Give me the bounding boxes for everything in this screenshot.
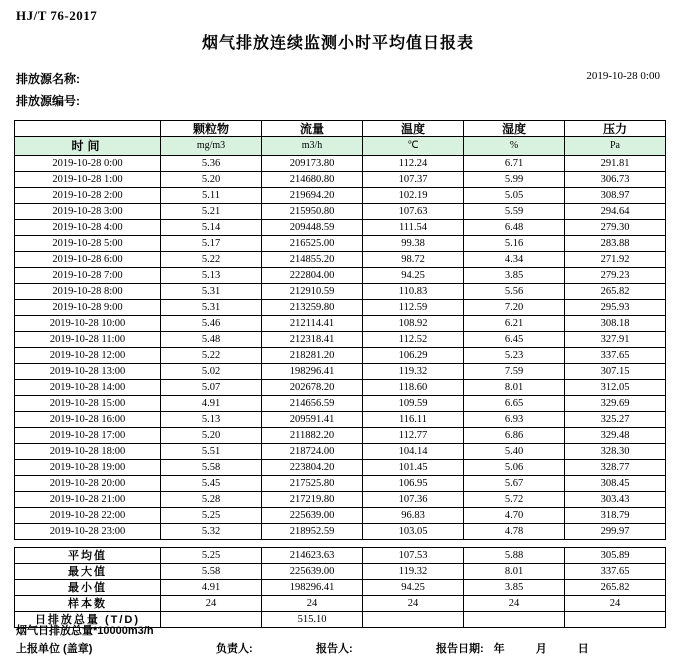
cell-pressure: 295.93 [565,300,666,316]
cell-pressure: 307.15 [565,364,666,380]
cell-time: 2019-10-28 6:00 [15,252,161,268]
cell-humidity: 5.06 [464,460,565,476]
cell-particulate: 5.13 [161,412,262,428]
cell-particulate: 5.31 [161,284,262,300]
table-row [15,316,666,332]
cell-temperature: 108.92 [363,316,464,332]
cell-pressure: 279.23 [565,268,666,284]
cell-pressure: 329.69 [565,396,666,412]
cell-humidity: 8.01 [464,380,565,396]
table-row [15,204,666,220]
report-datetime: 2019-10-28 0:00 [586,70,660,82]
cell-flow: 218952.59 [262,524,363,540]
stat-row-max [15,564,666,580]
stat-temperature: 119.32 [363,564,464,580]
cell-temperature: 107.63 [363,204,464,220]
cell-time: 2019-10-28 16:00 [15,412,161,428]
cell-temperature: 119.32 [363,364,464,380]
table-row [15,252,666,268]
stat-flow: 24 [262,596,363,612]
cell-time: 2019-10-28 0:00 [15,156,161,172]
stat-row-average [15,548,666,564]
cell-pressure: 279.30 [565,220,666,236]
stat-flow: 198296.41 [262,580,363,596]
header-cell-particulate: 颗粒物 [161,121,262,137]
unit-cell-flow: m3/h [262,137,363,156]
stat-pressure: 305.89 [565,548,666,564]
cell-flow: 214855.20 [262,252,363,268]
cell-pressure: 283.88 [565,236,666,252]
cell-time: 2019-10-28 3:00 [15,204,161,220]
stat-label-max: 最大值 [15,564,161,580]
cell-particulate: 5.32 [161,524,262,540]
footer-seal-label: 上报单位 (盖章) [16,643,93,655]
header-cell-time [15,121,161,137]
cell-flow: 214656.59 [262,396,363,412]
cell-temperature: 94.25 [363,268,464,284]
cell-particulate: 5.31 [161,300,262,316]
cell-pressure: 327.91 [565,332,666,348]
cell-flow: 217525.80 [262,476,363,492]
cell-humidity: 5.23 [464,348,565,364]
table-row [15,492,666,508]
cell-flow: 212910.59 [262,284,363,300]
table-row [15,460,666,476]
cell-flow: 215950.80 [262,204,363,220]
stat-flow: 225639.00 [262,564,363,580]
cell-time: 2019-10-28 14:00 [15,380,161,396]
stat-particulate: 24 [161,596,262,612]
unit-cell-temperature: ℃ [363,137,464,156]
cell-humidity: 5.40 [464,444,565,460]
hourly-average-table [14,120,666,628]
cell-particulate: 5.21 [161,204,262,220]
cell-humidity: 6.86 [464,428,565,444]
stat-humidity: 5.88 [464,548,565,564]
table-row [15,428,666,444]
table-row [15,332,666,348]
spacer-cell [15,540,161,548]
cell-flow: 198296.41 [262,364,363,380]
cell-flow: 218724.00 [262,444,363,460]
cell-humidity: 7.59 [464,364,565,380]
cell-particulate: 5.58 [161,460,262,476]
unit-cell-humidity: % [464,137,565,156]
cell-particulate: 5.48 [161,332,262,348]
cell-particulate: 5.13 [161,268,262,284]
cell-humidity: 5.72 [464,492,565,508]
table-row [15,396,666,412]
footer-responsible-label: 负责人: [216,643,253,655]
cell-particulate: 5.45 [161,476,262,492]
cell-temperature: 106.95 [363,476,464,492]
cell-temperature: 104.14 [363,444,464,460]
cell-time: 2019-10-28 11:00 [15,332,161,348]
cell-particulate: 5.14 [161,220,262,236]
stat-label-min: 最小值 [15,580,161,596]
cell-humidity: 6.71 [464,156,565,172]
unit-cell-particulate: mg/m3 [161,137,262,156]
cell-pressure: 271.92 [565,252,666,268]
cell-time: 2019-10-28 9:00 [15,300,161,316]
stat-humidity: 3.85 [464,580,565,596]
cell-flow: 216525.00 [262,236,363,252]
cell-flow: 217219.80 [262,492,363,508]
table-row [15,412,666,428]
unit-cell-time: 时间 [15,137,161,156]
stat-flow: 214623.63 [262,548,363,564]
cell-pressure: 328.77 [565,460,666,476]
spacer-cell [565,540,666,548]
cell-temperature: 106.29 [363,348,464,364]
cell-pressure: 312.05 [565,380,666,396]
cell-flow: 209173.80 [262,156,363,172]
cell-time: 2019-10-28 2:00 [15,188,161,204]
cell-flow: 209448.59 [262,220,363,236]
cell-flow: 212318.41 [262,332,363,348]
table-row [15,380,666,396]
cell-time: 2019-10-28 19:00 [15,460,161,476]
cell-humidity: 4.70 [464,508,565,524]
total-blank-pressure [565,612,666,628]
stat-label-average: 平均值 [15,548,161,564]
cell-particulate: 5.22 [161,348,262,364]
spacer-cell [262,540,363,548]
page-title: 烟气排放连续监测小时平均值日报表 [201,35,474,52]
cell-particulate: 4.91 [161,396,262,412]
cell-pressure: 308.18 [565,316,666,332]
total-blank-humidity [464,612,565,628]
stat-temperature: 107.53 [363,548,464,564]
cell-time: 2019-10-28 23:00 [15,524,161,540]
cell-pressure: 306.73 [565,172,666,188]
cell-flow: 223804.20 [262,460,363,476]
table-row [15,444,666,460]
cell-temperature: 109.59 [363,396,464,412]
cell-particulate: 5.51 [161,444,262,460]
cell-humidity: 6.93 [464,412,565,428]
stat-pressure: 337.65 [565,564,666,580]
header-cell-flow: 流量 [262,121,363,137]
cell-humidity: 5.05 [464,188,565,204]
source-code-label: 排放源编号: [16,94,80,108]
cell-temperature: 103.05 [363,524,464,540]
cell-temperature: 107.36 [363,492,464,508]
cell-time: 2019-10-28 18:00 [15,444,161,460]
stat-particulate: 5.25 [161,548,262,564]
cell-humidity: 7.20 [464,300,565,316]
cell-flow: 219694.20 [262,188,363,204]
table-row [15,188,666,204]
cell-pressure: 318.79 [565,508,666,524]
cell-temperature: 110.83 [363,284,464,300]
table-row [15,300,666,316]
cell-pressure: 291.81 [565,156,666,172]
cell-flow: 202678.20 [262,380,363,396]
spacer-cell [161,540,262,548]
cell-humidity: 4.78 [464,524,565,540]
table-row [15,284,666,300]
stat-row-min [15,580,666,596]
spacer-cell [363,540,464,548]
cell-time: 2019-10-28 8:00 [15,284,161,300]
source-meta [16,68,80,112]
cell-temperature: 102.19 [363,188,464,204]
cell-particulate: 5.25 [161,508,262,524]
cell-pressure: 308.97 [565,188,666,204]
cell-temperature: 112.52 [363,332,464,348]
cell-flow: 222804.00 [262,268,363,284]
stat-pressure: 24 [565,596,666,612]
total-value: 515.10 [262,612,363,628]
cell-humidity: 5.59 [464,204,565,220]
table-unit-row [15,137,666,156]
cell-time: 2019-10-28 4:00 [15,220,161,236]
table-row [15,172,666,188]
cell-pressure: 308.45 [565,476,666,492]
cell-flow: 214680.80 [262,172,363,188]
stat-label-count: 样本数 [15,596,161,612]
unit-cell-pressure: Pa [565,137,666,156]
cell-particulate: 5.28 [161,492,262,508]
cell-temperature: 101.45 [363,460,464,476]
cell-humidity: 6.48 [464,220,565,236]
cell-temperature: 98.72 [363,252,464,268]
cell-pressure: 325.27 [565,412,666,428]
standard-code: HJ/T 76-2017 [16,8,98,23]
stat-row-count [15,596,666,612]
table-header-row [15,121,666,137]
cell-pressure: 328.30 [565,444,666,460]
cell-flow: 213259.80 [262,300,363,316]
cell-time: 2019-10-28 5:00 [15,236,161,252]
cell-humidity: 5.67 [464,476,565,492]
footer-note: 烟气日排放总量*10000m3/h [16,625,154,637]
source-name-label: 排放源名称: [16,72,80,86]
cell-particulate: 5.07 [161,380,262,396]
cell-flow: 211882.20 [262,428,363,444]
total-label: 日排放总量 (T/D) [15,612,161,628]
header-cell-humidity: 湿度 [464,121,565,137]
cell-humidity: 5.99 [464,172,565,188]
cell-particulate: 5.46 [161,316,262,332]
stat-humidity: 24 [464,596,565,612]
footer-report-date-label: 报告日期: [436,643,484,655]
cell-humidity: 4.34 [464,252,565,268]
table-row [15,268,666,284]
cell-humidity: 6.21 [464,316,565,332]
cell-humidity: 6.65 [464,396,565,412]
cell-time: 2019-10-28 15:00 [15,396,161,412]
stat-particulate: 5.58 [161,564,262,580]
table-row [15,220,666,236]
cell-time: 2019-10-28 22:00 [15,508,161,524]
cell-particulate: 5.02 [161,364,262,380]
table-row [15,524,666,540]
table-row [15,236,666,252]
table-row [15,508,666,524]
table-row [15,348,666,364]
cell-flow: 218281.20 [262,348,363,364]
cell-time: 2019-10-28 12:00 [15,348,161,364]
total-blank-temperature [363,612,464,628]
cell-temperature: 118.60 [363,380,464,396]
total-blank-particulate [161,612,262,628]
cell-temperature: 116.11 [363,412,464,428]
cell-flow: 225639.00 [262,508,363,524]
cell-pressure: 329.48 [565,428,666,444]
table-row [15,156,666,172]
cell-time: 2019-10-28 1:00 [15,172,161,188]
stat-pressure: 265.82 [565,580,666,596]
cell-temperature: 112.24 [363,156,464,172]
cell-time: 2019-10-28 17:00 [15,428,161,444]
stat-temperature: 24 [363,596,464,612]
cell-particulate: 5.36 [161,156,262,172]
footer-reporter-label: 报告人: [316,643,353,655]
cell-flow: 212114.41 [262,316,363,332]
table-row [15,476,666,492]
cell-pressure: 303.43 [565,492,666,508]
cell-temperature: 96.83 [363,508,464,524]
cell-pressure: 265.82 [565,284,666,300]
cell-particulate: 5.20 [161,172,262,188]
cell-humidity: 5.16 [464,236,565,252]
cell-temperature: 112.59 [363,300,464,316]
spacer-cell [464,540,565,548]
cell-pressure: 294.64 [565,204,666,220]
cell-temperature: 99.38 [363,236,464,252]
cell-temperature: 111.54 [363,220,464,236]
header-cell-pressure: 压力 [565,121,666,137]
cell-time: 2019-10-28 10:00 [15,316,161,332]
cell-pressure: 299.97 [565,524,666,540]
cell-time: 2019-10-28 20:00 [15,476,161,492]
cell-time: 2019-10-28 21:00 [15,492,161,508]
table-row [15,364,666,380]
cell-humidity: 3.85 [464,268,565,284]
stat-humidity: 8.01 [464,564,565,580]
cell-humidity: 6.45 [464,332,565,348]
cell-temperature: 112.77 [363,428,464,444]
cell-particulate: 5.20 [161,428,262,444]
header-cell-temperature: 温度 [363,121,464,137]
table-spacer-row [15,540,666,548]
cell-humidity: 5.56 [464,284,565,300]
footer-ymd-label: 年 月 日 [493,643,603,655]
cell-time: 2019-10-28 7:00 [15,268,161,284]
stat-particulate: 4.91 [161,580,262,596]
cell-time: 2019-10-28 13:00 [15,364,161,380]
stat-temperature: 94.25 [363,580,464,596]
cell-particulate: 5.11 [161,188,262,204]
cell-particulate: 5.22 [161,252,262,268]
cell-temperature: 107.37 [363,172,464,188]
cell-pressure: 337.65 [565,348,666,364]
cell-particulate: 5.17 [161,236,262,252]
footer-signature-row [16,640,664,656]
cell-flow: 209591.41 [262,412,363,428]
